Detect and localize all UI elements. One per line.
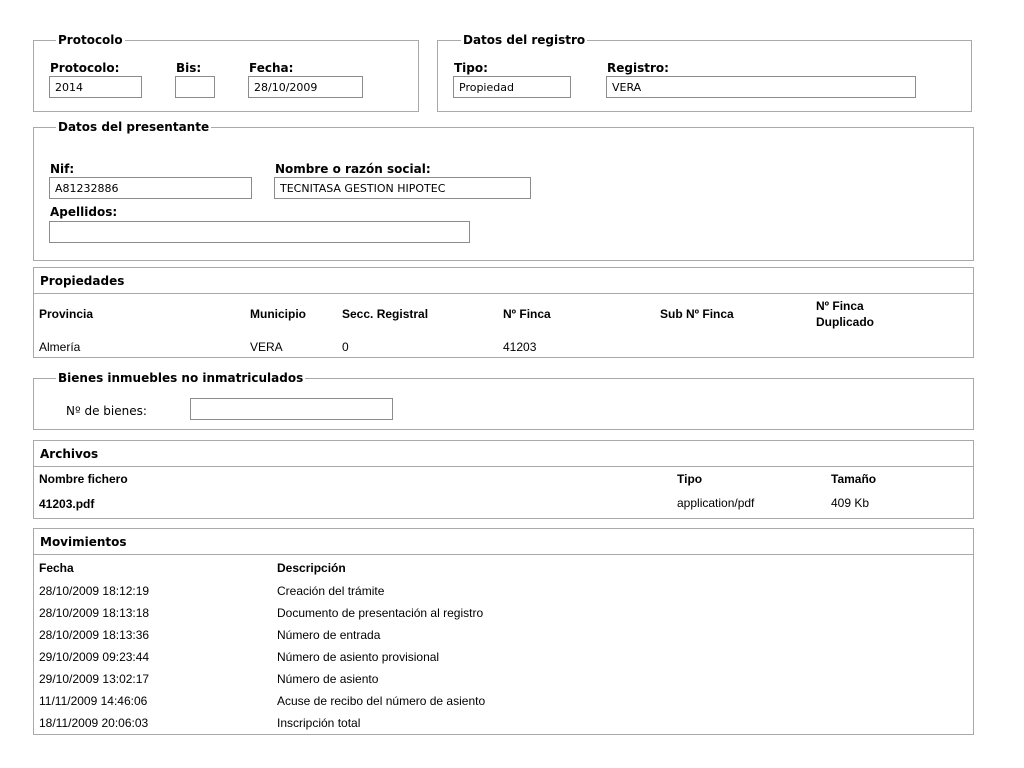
mov-fecha: 11/11/2009 14:46:06 — [39, 694, 148, 708]
mov-fecha: 28/10/2009 18:13:36 — [39, 628, 150, 642]
mov-fecha: 29/10/2009 09:23:44 — [39, 650, 150, 664]
protocolo-legend: Protocolo — [58, 33, 123, 47]
col-fecha: Fecha — [39, 561, 74, 575]
mov-fecha: 29/10/2009 13:02:17 — [39, 672, 150, 686]
num-bienes-input[interactable] — [190, 398, 393, 420]
mov-descripcion: Creación del trámite — [277, 584, 385, 598]
nombre-input[interactable] — [274, 177, 531, 199]
tipo-label: Tipo: — [454, 61, 488, 75]
nombre-label: Nombre o razón social: — [275, 162, 431, 176]
col-sub-num-finca: Sub Nº Finca — [660, 307, 734, 321]
apellidos-label: Apellidos: — [50, 205, 118, 219]
movimientos-title: Movimientos — [34, 529, 973, 555]
archivo-nombre-link[interactable]: 41203.pdf — [39, 497, 95, 511]
nif-input[interactable] — [49, 177, 252, 199]
col-provincia: Provincia — [39, 307, 94, 321]
col-num-finca-dup-line1: Nº Finca — [816, 299, 864, 313]
archivo-tipo: application/pdf — [677, 496, 755, 510]
tipo-input[interactable] — [453, 76, 571, 98]
apellidos-input[interactable] — [49, 221, 470, 243]
col-secc-registral: Secc. Registral — [342, 307, 429, 321]
registro-input[interactable] — [606, 76, 916, 98]
propiedades-title: Propiedades — [34, 268, 973, 294]
registro-label: Registro: — [607, 61, 669, 75]
mov-descripcion: Documento de presentación al registro — [277, 606, 484, 620]
prop-secc: 0 — [342, 340, 349, 354]
mov-descripcion: Acuse de recibo del número de asiento — [277, 694, 486, 708]
col-nombre-fichero: Nombre fichero — [39, 472, 128, 486]
fecha-label: Fecha: — [249, 61, 294, 75]
nif-label: Nif: — [50, 162, 75, 176]
mov-descripcion: Número de asiento — [277, 672, 379, 686]
archivos-title: Archivos — [34, 441, 973, 467]
mov-descripcion: Inscripción total — [277, 716, 361, 730]
bienes-legend: Bienes inmuebles no inmatriculados — [58, 371, 304, 385]
bienes-fieldset — [33, 378, 974, 430]
mov-descripcion: Número de asiento provisional — [277, 650, 440, 664]
mov-fecha: 18/11/2009 20:06:03 — [39, 716, 149, 730]
presentante-legend: Datos del presentante — [58, 120, 210, 134]
num-bienes-label: Nº de bienes: — [66, 404, 147, 418]
archivo-tamano: 409 Kb — [831, 496, 870, 510]
bis-label: Bis: — [176, 61, 202, 75]
col-municipio: Municipio — [250, 307, 306, 321]
col-descripcion: Descripción — [277, 561, 346, 575]
col-num-finca-dup-line2: Duplicado — [816, 315, 875, 329]
col-tipo: Tipo — [677, 472, 703, 486]
mov-fecha: 28/10/2009 18:13:18 — [39, 606, 150, 620]
mov-fecha: 28/10/2009 18:12:19 — [39, 584, 150, 598]
prop-provincia: Almería — [39, 340, 81, 354]
bis-input[interactable] — [175, 76, 215, 98]
prop-finca: 41203 — [503, 340, 537, 354]
prop-municipio: VERA — [250, 340, 283, 354]
protocolo-label: Protocolo: — [50, 61, 120, 75]
col-tamano: Tamaño — [831, 472, 877, 486]
datos-registro-legend: Datos del registro — [463, 33, 586, 47]
mov-descripcion: Número de entrada — [277, 628, 381, 642]
protocolo-input[interactable] — [49, 76, 142, 98]
col-num-finca: Nº Finca — [503, 307, 551, 321]
movimientos-panel — [33, 528, 974, 735]
fecha-input[interactable] — [248, 76, 363, 98]
